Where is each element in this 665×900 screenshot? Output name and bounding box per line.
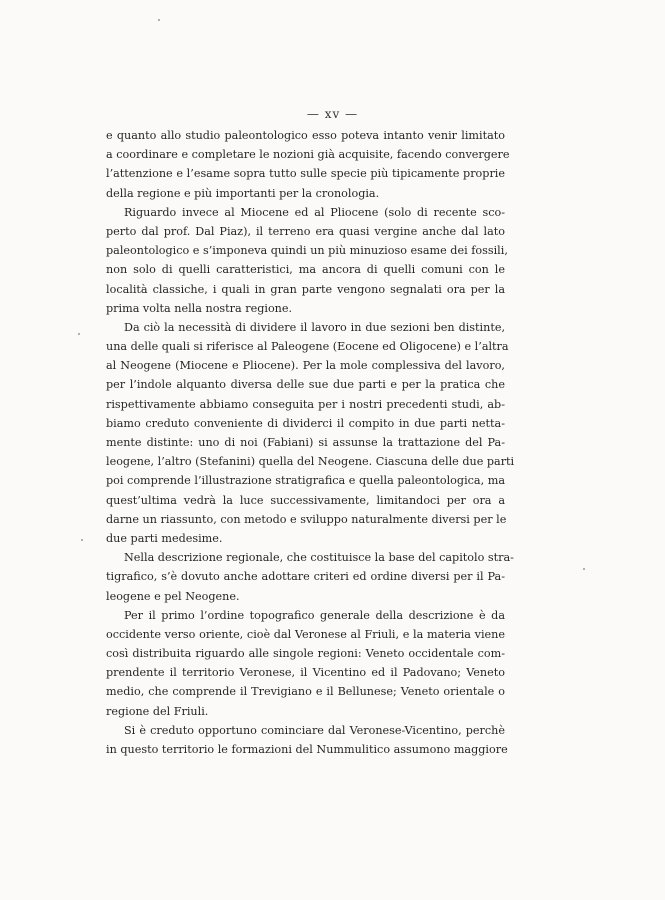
text-line: Nella descrizione regionale, che costituisce la base del capitolo stra- <box>124 551 514 565</box>
text-line: Si è creduto opportuno cominciare dal Veronese-Vicentino, perchè <box>124 723 505 737</box>
text-line: l’attenzione e l’esame sopra tutto sulle specie più tipicamente proprie <box>106 167 505 181</box>
text-line: regione del Friuli. <box>106 704 209 718</box>
scan-speck <box>583 568 585 570</box>
paragraph <box>106 548 514 606</box>
text-line: paleontologico e s’imponeva quindi un più minuzioso esame dei fossili, <box>106 244 508 258</box>
text-line: leogene e pel Neogene. <box>106 589 240 603</box>
paragraph <box>106 721 508 759</box>
text-line: a coordinare e completare le nozioni già acquisite, facendo convergere <box>106 148 510 162</box>
paragraph <box>106 126 510 203</box>
paragraph <box>106 203 508 318</box>
page-number: — xv — <box>306 107 359 121</box>
text-line: per l’indole alquanto diversa delle sue due parti e per la pratica che <box>106 378 505 392</box>
text-line: poi comprende l’illustrazione stratigrafica e quella paleontologica, ma <box>106 474 505 488</box>
text-line: perto dal prof. Dal Piaz), il terreno era quasi vergine anche dal lato <box>106 224 505 238</box>
text-line: una delle quali si riferisce al Paleogene (Eocene ed Oligocene) e l’altra <box>106 340 509 354</box>
text-line: leogene, l’altro (Stefanini) quella del Neogene. Ciascuna delle due parti <box>106 455 515 469</box>
scan-speck <box>81 539 83 541</box>
text-line: tigrafico, s’è dovuto anche adottare criteri ed ordine diversi per il Pa- <box>106 570 505 584</box>
text-line: al Neogene (Miocene e Pliocene). Per la mole complessiva del lavoro, <box>106 359 505 373</box>
text-line: prendente il territorio Veronese, il Vicentino ed il Padovano; Veneto <box>106 666 505 680</box>
text-line: in questo territorio le formazioni del Nummulitico assumono maggiore <box>106 743 508 756</box>
text-line: quest’ultima vedrà la luce successivamente, limitandoci per ora a <box>106 493 505 507</box>
text-line: Riguardo invece al Miocene ed al Pliocene (solo di recente sco- <box>124 205 505 219</box>
body-text <box>106 126 515 759</box>
text-line: mente distinte: uno di noi (Fabiani) si assunse la trattazione del Pa- <box>106 436 505 449</box>
text-line: Per il primo l’ordine topografico generale della descrizione è da <box>124 608 505 622</box>
paragraph <box>106 318 515 548</box>
scan-speck <box>158 19 160 21</box>
text-line: medio, che comprende il Trevigiano e il Bellunese; Veneto orientale o <box>106 685 505 699</box>
paragraph <box>106 606 505 721</box>
text-line: biamo creduto conveniente di dividerci il compito in due parti netta- <box>106 416 505 430</box>
text-line: così distribuita riguardo alle singole regioni: Veneto occidentale com- <box>106 647 505 661</box>
text-line: e quanto allo studio paleontologico esso poteva intanto venir limitato <box>106 129 505 142</box>
text-line: rispettivamente abbiamo conseguita per i nostri precedenti studi, ab- <box>106 397 505 411</box>
text-line: della regione e più importanti per la cronologia. <box>106 186 380 200</box>
text-line: Da ciò la necessità di dividere il lavoro in due sezioni ben distinte, <box>124 320 505 334</box>
scan-speck <box>78 333 80 335</box>
text-line: occidente verso oriente, cioè dal Veronese al Friuli, e la materia viene <box>106 627 505 641</box>
text-line: darne un riassunto, con metodo e sviluppo naturalmente diversi per le <box>106 512 507 526</box>
text-line: non solo di quelli caratteristici, ma ancora di quelli comuni con le <box>106 263 505 277</box>
text-line: due parti medesime. <box>106 531 223 545</box>
text-line: prima volta nella nostra regione. <box>106 301 293 315</box>
text-line: località classiche, i quali in gran parte vengono segnalati ora per la <box>106 282 505 296</box>
